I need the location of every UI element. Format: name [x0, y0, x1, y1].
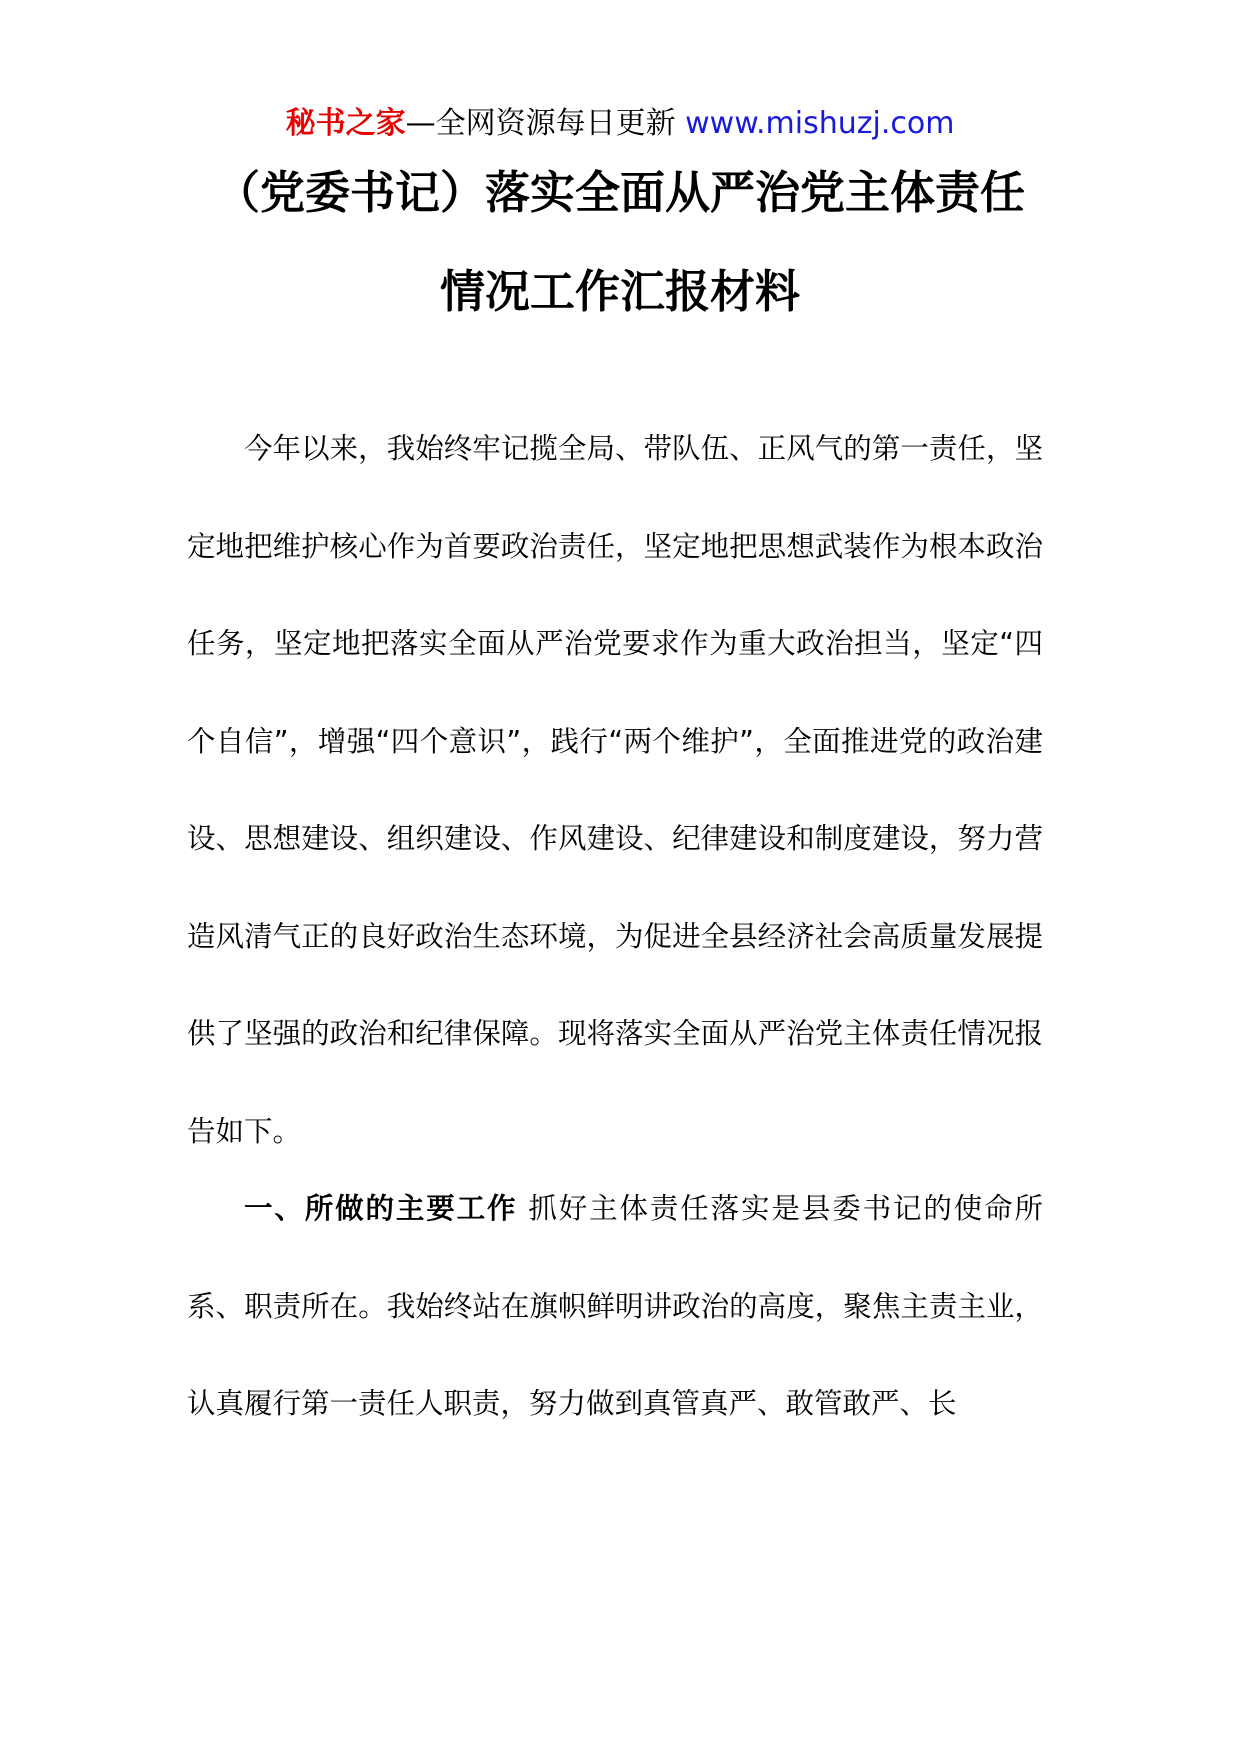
section-1-paragraph — [187, 1160, 1043, 1453]
intro-paragraph: 今年以来，我始终牢记揽全局、带队伍、正风气的第一责任，坚定地把维护核心作为首要政治责任，坚定地把思想武装作为根本政治任务，坚定地把落实全面从严治党要求作为重大政治担当，坚定“四个自信”，增强“四个意识”，践行“两个维护”，全面推进党的政治建设、思想建设、组织建设、作风建设、纪律建设和制度建设，努力营造风清气正的良好政治生态环境，为促进全县经济社会高质量发展提供了坚强的政治和纪律保障。现将落实全面从严治党主体责任情况报告如下。 — [187, 432, 1043, 1148]
document-title-line-1: （党委书记）落实全面从严治党主体责任 — [214, 166, 1025, 219]
site-url-link[interactable]: www.mishuzj.com — [685, 106, 955, 141]
section-1-text: 抓好主体责任落实是县委书记的使命所系、职责所在。我始终站在旗帜鲜明讲政治的高度，聚焦主责主业，认真履行第一责任人职责，努力做到真管真严、敢管敢严、长 — [187, 1192, 1043, 1420]
header-tagline: —全网资源每日更新 — [405, 106, 686, 141]
section-1-heading: 一、所做的主要工作 — [244, 1192, 518, 1225]
site-header — [0, 104, 1240, 144]
document-title-line-2: 情况工作汇报材料 — [439, 265, 800, 318]
brand-name: 秘书之家 — [285, 106, 406, 141]
